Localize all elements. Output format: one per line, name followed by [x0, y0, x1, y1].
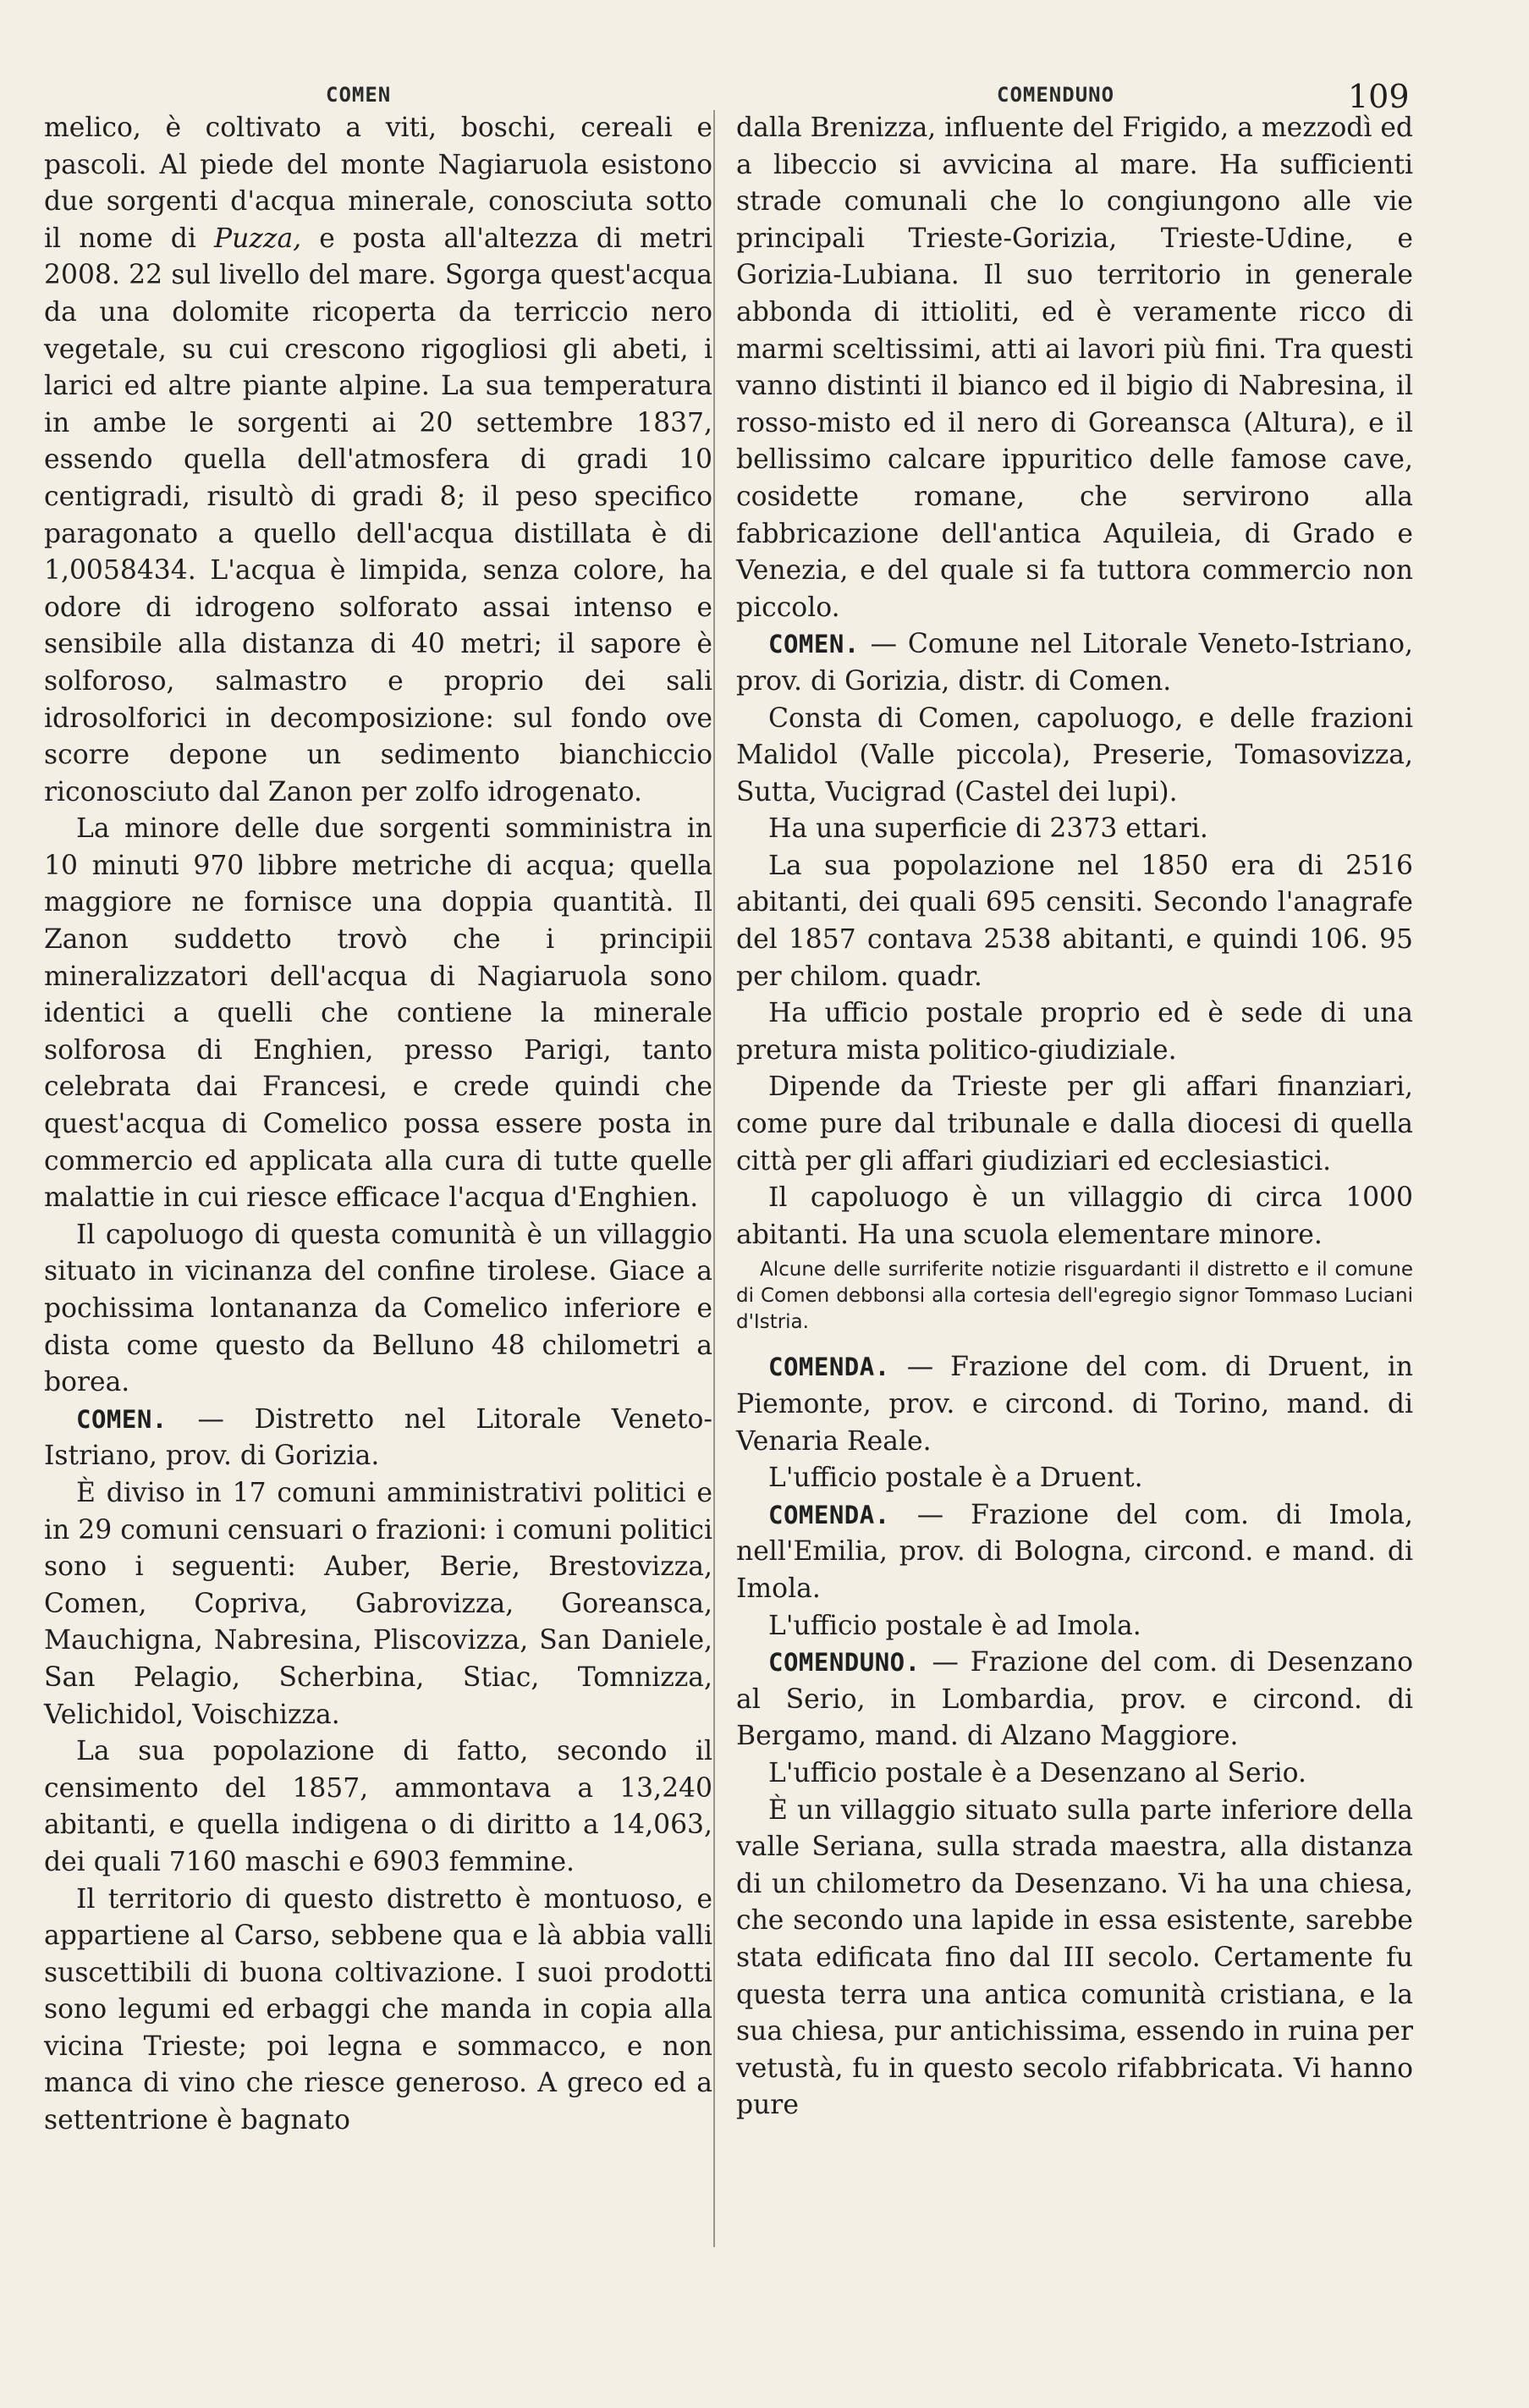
italic-term: Puzza,: [214, 223, 302, 254]
paragraph: La sua popolazione di fatto, secondo il censimento del 1857, ammontava a 13,240 abitanti, e quella indigena o di diritto a 14,063, dei quali 7160 maschi e 6903 femmine.: [44, 1736, 712, 1877]
headword: COMEN.: [76, 1404, 168, 1434]
entry-comenduno: [736, 1645, 1413, 1755]
text: e posta all'altezza di metri 2008. 22 sul livello del mare. Sgorga quest'acqua da una dolomite ricoperta da terriccio nero vegetale, su cui crescono rigogliosi gli abeti, i larici ed altre piante alpine. La sua temperatura in ambe le sorgenti ai 20 settembre 1837, essendo quella dell'atmosfera di gradi 10 centigradi, risultò di gradi 8; il peso specifico paragonato a quello dell'acqua distillata è di 1,0058434. L'acqua è limpida, senza colore, ha odore di idrogeno solforato assai intenso e sensibile alla distanza di 40 metri; il sapore è solforoso, salmastro e proprio dei sali idrosolforici in decomposizione: sul fondo ove scorre depone un sedimento bianchiccio riconosciuto dal Zanon per zolfo idrogenato.: [44, 223, 713, 807]
definition: — Frazione del com. di Desenzano al Serio, in Lombardia, prov. e circond. di Bergamo, mand. di Alzano Maggiore.: [736, 1647, 1413, 1752]
right-column: [736, 110, 1413, 2124]
definition: — Frazione del com. di Druent, in Piemonte, prov. e circond. di Torino, mand. di Venaria Reale.: [736, 1352, 1413, 1457]
paragraph: Il capoluogo di questa comunità è un villaggio situato in vicinanza del confine tirolese. Giace a pochissima lontananza da Comelico inferiore e dista come questo da Belluno 48 chilometri a borea.: [44, 1219, 712, 1398]
left-column: [44, 110, 712, 2140]
footnote: Alcune delle surriferite notizie risguardanti il distretto e il comune di Comen debbonsi alla cortesia dell'egregio signor Tommaso Luciani d'Istria.: [736, 1259, 1413, 1334]
left-running-head: COMEN: [326, 83, 392, 107]
paragraph: È un villaggio situato sulla parte inferiore della valle Seriana, sulla strada maestra, alla distanza di un chilometro da Desenzano. Vi ha una chiesa, che secondo una lapide in essa esistente, sarebbe stata edificata fino dal III secolo. Certamente fu questa terra una antica comunità cristiana, e la sua chiesa, pur antichissima, essendo in ruina per vetustà, fu in questo secolo rifabbricata. Vi hanno pure: [736, 1794, 1413, 2121]
column-divider: [713, 110, 715, 2247]
paragraph: Ha ufficio postale proprio ed è sede di una pretura mista politico-giudiziale.: [736, 998, 1413, 1066]
paragraph: L'ufficio postale è a Desenzano al Serio.: [768, 1757, 1306, 1788]
headword: COMEN.: [768, 630, 860, 659]
paragraph: È diviso in 17 comuni amministrativi politici e in 29 comuni censuari o frazioni: i comuni politici sono i seguenti: Auber, Berie, Brestovizza, Comen, Copriva, Gabrovizza, Goreansca, Mauchigna, Nabresina, Pliscovizza, San Daniele, San Pelagio, Scherbina, Stiac, Tomnizza, Velichidol, Voischizza.: [44, 1477, 712, 1730]
paragraph: [44, 110, 712, 811]
entry-comenda-imola: [736, 1497, 1413, 1608]
paragraph: La sua popolazione nel 1850 era di 2516 abitanti, dei quali 695 censiti. Secondo l'anagrafe del 1857 contava 2538 abitanti, e quindi 106. 95 per chilom. quadr.: [736, 850, 1413, 992]
text: melico, è coltivato a viti, boschi, cereali e pascoli. Al piede del monte Nagiaruola esistono due sorgenti d'acqua minerale, conosciuta sotto il nome di: [44, 113, 712, 254]
paragraph: L'ufficio postale è ad Imola.: [768, 1610, 1141, 1641]
paragraph: La minore delle due sorgenti somministra in 10 minuti 970 libbre metriche di acqua; quella maggiore ne fornisce una doppia quantità. Il Zanon suddetto trovò che i principii mineralizzatori dell'acqua di Nagiaruola sono identici a quelli che contiene la minerale solforosa di Enghien, presso Parigi, tanto celebrata dai Francesi, e crede quindi che quest'acqua di Comelico possa essere posta in commercio ed applicata alla cura di tutte quelle malattie in cui riesce efficace l'acqua d'Enghien.: [44, 813, 712, 1214]
entry-comenda-druent: [736, 1349, 1413, 1460]
definition: — Distretto nel Litorale Veneto-Istriano, prov. di Gorizia.: [44, 1403, 712, 1472]
entry-comen-district: [44, 1402, 712, 1475]
right-running-head: COMENDUNO: [997, 83, 1115, 107]
headword: COMENDA.: [768, 1353, 890, 1382]
paragraph: Consta di Comen, capoluogo, e delle frazioni Malidol (Valle piccola), Preserie, Tomasovizza, Sutta, Vucigrad (Castel dei lupi).: [736, 703, 1413, 807]
entry-comen-commune: [736, 626, 1413, 700]
paragraph: dalla Brenizza, influente del Frigido, a mezzodì ed a libeccio si avvicina al mare. Ha sufficienti strade comunali che lo congiungono alle vie principali Trieste-Gorizia, Trieste-Udine, e Gorizia-Lubiana. Il suo territorio in generale abbonda di ittioliti, ed è veramente ricco di marmi sceltissimi, atti ai lavori più fini. Tra questi vanno distinti il bianco ed il bigio di Nabresina, il rosso-misto ed il nero di Goreansca (Altura), e il bellissimo calcare ippuritico delle famose cave, cosidette romane, che servirono alla fabbricazione dell'antica Aquileia, di Grado e Venezia, e del quale si fa tuttora commercio non piccolo.: [736, 113, 1414, 623]
paragraph: Dipende da Trieste per gli affari finanziari, come pure dal tribunale e dalla diocesi di quella città per gli affari giudiziari ed ecclesiastici.: [736, 1072, 1413, 1176]
definition: — Comune nel Litorale Veneto-Istriano, prov. di Gorizia, distr. di Comen.: [736, 629, 1413, 697]
headword: COMENDA.: [768, 1500, 890, 1529]
paragraph: Il capoluogo è un villaggio di circa 1000 abitanti. Ha una scuola elementare minore.: [736, 1182, 1413, 1250]
paragraph: Ha una superficie di 2373 ettari.: [768, 813, 1208, 845]
page-number: 109: [1348, 78, 1410, 115]
paragraph: L'ufficio postale è a Druent.: [768, 1463, 1143, 1494]
definition: — Frazione del com. di Imola, nell'Emilia, prov. di Bologna, circond. e mand. di Imola.: [736, 1499, 1413, 1604]
headword: COMENDUNO.: [768, 1648, 921, 1678]
paragraph: Il territorio di questo distretto è montuoso, e appartiene al Carso, sebbene qua e là abbia valli suscettibili di buona coltivazione. I suoi prodotti sono legumi ed erbaggi che manda in copia alla vicina Trieste; poi legna e sommacco, e non manca di vino che riesce generoso. A greco ed a settentrione è bagnato: [44, 1883, 712, 2136]
